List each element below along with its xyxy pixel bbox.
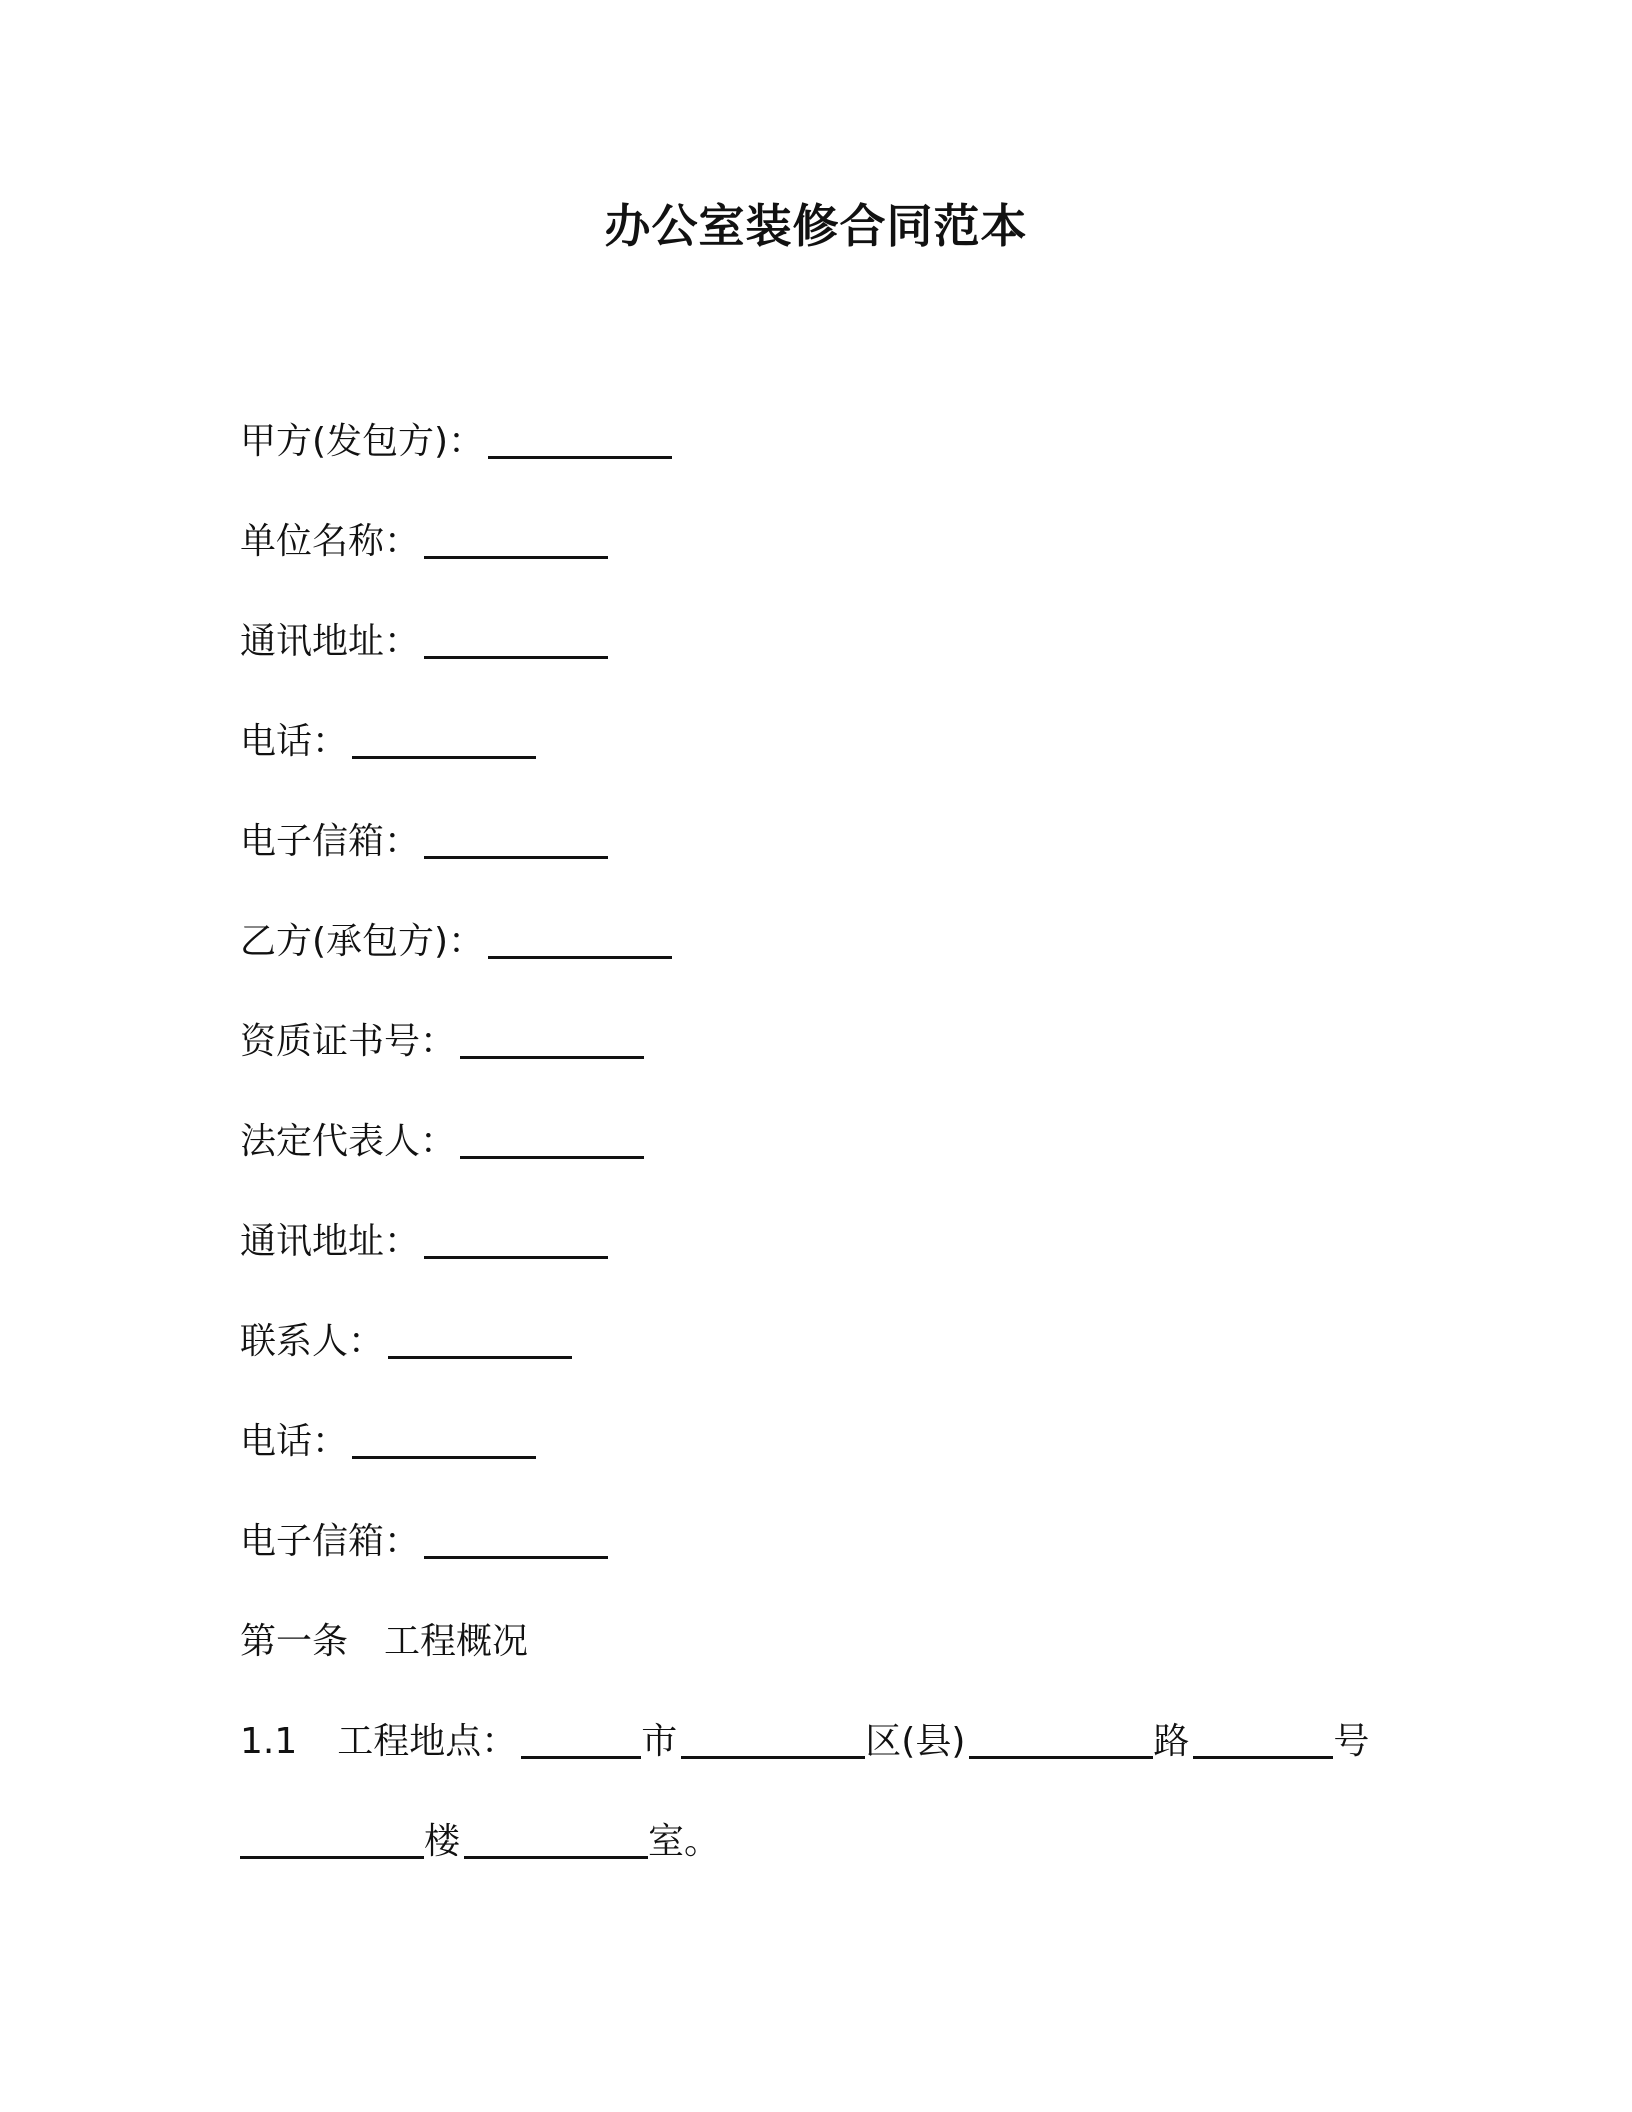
contact-label: 联系人： [240, 1321, 385, 1362]
clause-label: 工程地点： [337, 1721, 518, 1762]
district-blank [681, 1756, 865, 1759]
party-b-line [240, 917, 672, 967]
address-a-label: 通讯地址： [240, 621, 421, 662]
unit-name-blank [424, 556, 608, 559]
email-b-label: 电子信箱： [240, 1521, 421, 1562]
document-title: 办公室装修合同范本 [604, 199, 1028, 253]
email-b-blank [424, 1556, 608, 1559]
clause-number: 1.1 [240, 1721, 298, 1762]
legal-rep-line [240, 1117, 644, 1167]
clause-1-1-line [240, 1717, 1369, 1767]
contact-blank [388, 1356, 572, 1359]
room-text: 室。 [648, 1821, 721, 1862]
phone-b-blank [352, 1456, 536, 1459]
address-b-label: 通讯地址： [240, 1221, 421, 1262]
party-a-label: 甲方(发包方)： [240, 421, 485, 462]
number-text: 号 [1333, 1721, 1370, 1762]
building-text: 楼 [424, 1821, 461, 1862]
legal-rep-blank [460, 1156, 644, 1159]
unit-name-line [240, 517, 608, 567]
legal-rep-label: 法定代表人： [240, 1121, 457, 1162]
district-text: 区(县) [865, 1721, 966, 1762]
address-b-blank [424, 1256, 608, 1259]
party-b-label: 乙方(承包方)： [240, 921, 485, 962]
qualification-label: 资质证书号： [240, 1021, 457, 1062]
email-a-label: 电子信箱： [240, 821, 421, 862]
unit-name-label: 单位名称： [240, 521, 421, 562]
phone-a-label: 电话： [240, 721, 349, 762]
address-a-line [240, 617, 608, 667]
party-a-line [240, 417, 672, 467]
phone-b-line [240, 1417, 536, 1467]
address-b-line [240, 1217, 608, 1267]
number-blank [1193, 1756, 1333, 1759]
qualification-blank [460, 1056, 644, 1059]
road-text: 路 [1153, 1721, 1190, 1762]
clause-1-1-continuation [240, 1817, 720, 1867]
party-a-blank [488, 456, 672, 459]
qualification-line [240, 1017, 644, 1067]
city-blank [521, 1756, 641, 1759]
section-heading: 第一条 工程概况 [240, 1621, 529, 1662]
building-blank [240, 1856, 424, 1859]
email-a-blank [424, 856, 608, 859]
phone-a-blank [352, 756, 536, 759]
contact-line [240, 1317, 572, 1367]
phone-b-label: 电话： [240, 1421, 349, 1462]
address-a-blank [424, 656, 608, 659]
city-text: 市 [641, 1721, 678, 1762]
road-blank [969, 1756, 1153, 1759]
room-blank [464, 1856, 648, 1859]
phone-a-line [240, 717, 536, 767]
party-b-blank [488, 956, 672, 959]
email-a-line [240, 817, 608, 867]
email-b-line [240, 1517, 608, 1567]
